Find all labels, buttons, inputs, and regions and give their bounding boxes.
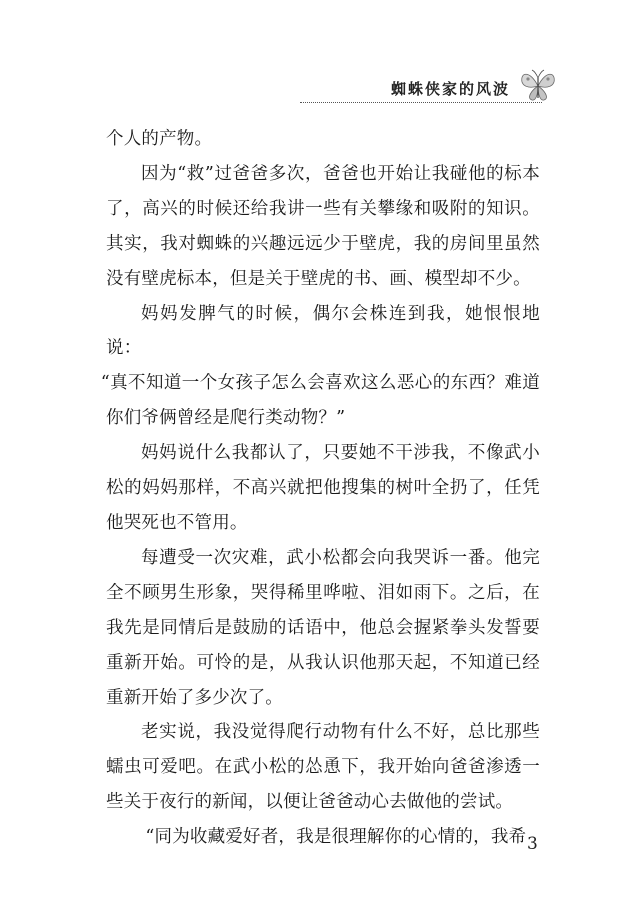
paragraph-6: 每遭受一次灾难，武小松都会向我哭诉一番。他完全不顾男生形象，哭得稀里哗啦、泪如雨下。之后，在我先是同情后是鼓励的话语中，他总会握紧拳头发誓要重新开始。可怜的是，从我认识他那天起，不知道已经重新开始了多少次了。 xyxy=(106,547,540,708)
body-text xyxy=(100,122,540,855)
header-divider xyxy=(300,102,542,103)
paragraph-4: “真不知道一个女孩子怎么会喜欢这么恶心的东西？难道你们爷俩曾经是爬行类动物？” xyxy=(100,373,540,429)
paragraph-7: 老实说，我没觉得爬行动物有什么不好，总比那些蠕虫可爱吧。在武小松的怂恿下，我开始向爸爸渗透一些关于夜行的新闻，以便让爸爸动心去做他的尝试。 xyxy=(106,722,540,813)
running-header xyxy=(300,72,562,106)
paragraph-1: 个人的产物。 xyxy=(106,129,213,149)
butterfly-icon xyxy=(516,66,560,106)
paragraph-8: “同为收藏爱好者，我是很理解你的心情的，我希 xyxy=(145,827,527,848)
book-title: 蜘蛛侠家的风波 xyxy=(390,80,510,98)
paragraph-2: 因为“救”过爸爸多次，爸爸也开始让我碰他的标本了，高兴的时候还给我讲一些有关攀缘和吸附的知识。其实，我对蜘蛛的兴趣远远少于壁虎，我的房间里虽然没有壁虎标本，但是关于壁虎的书、画、模型却不少。 xyxy=(106,163,540,289)
paragraph-3: 妈妈发脾气的时候，偶尔会株连到我，她恨恨地说： xyxy=(106,303,540,359)
paragraph-5: 妈妈说什么我都认了，只要她不干涉我，不像武小松的妈妈那样，不高兴就把他搜集的树叶全扔了，任凭他哭死也不管用。 xyxy=(106,443,540,533)
page-number: 3 xyxy=(527,834,538,854)
